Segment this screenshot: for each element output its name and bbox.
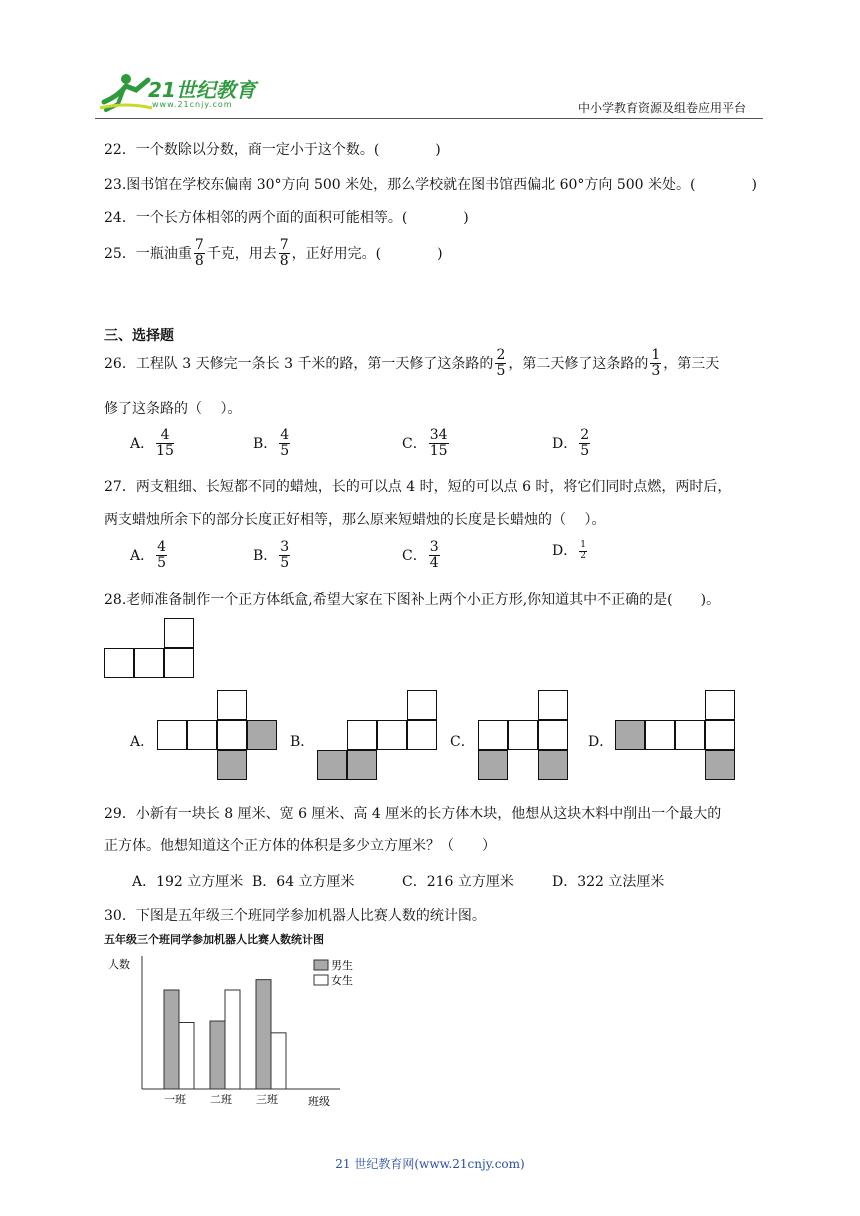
net-square — [217, 720, 247, 750]
platform-name: 中小学教育资源及组卷应用平台 — [578, 101, 747, 115]
q27-option-c: C． $\frac{3}{4}$ — [402, 539, 439, 572]
x-tick-label: 三班 — [256, 1093, 278, 1106]
question-25-text-a: 25．一瓶油重 — [104, 245, 192, 262]
footer: 21 世纪教育网(www.21cnjy.com) — [335, 1157, 525, 1171]
question-30: 30．下图是五年级三个班同学参加机器人比赛人数的统计图。 — [104, 908, 486, 924]
net-square — [377, 720, 407, 750]
net-square — [134, 648, 164, 678]
question-25 — [104, 238, 443, 270]
net-square — [187, 720, 217, 750]
bar-chart — [100, 948, 380, 1113]
q28-option-a-label: A． — [130, 734, 155, 750]
added-square — [217, 750, 247, 780]
net-square — [508, 720, 538, 750]
q27-option-b: B． $\frac{3}{5}$ — [253, 539, 290, 572]
legend-swatch-女生 — [314, 975, 328, 985]
fraction: $\frac{2}{5}$ — [496, 347, 506, 380]
q29-option-b: B．64 立方厘米 — [252, 874, 355, 890]
net-square — [157, 720, 187, 750]
bar-女生-二班 — [225, 990, 240, 1089]
net-square — [104, 648, 134, 678]
added-square — [538, 750, 568, 780]
q28-option-d-label: D． — [588, 734, 614, 750]
x-tick-label: 二班 — [210, 1093, 232, 1106]
bar-女生-一班 — [179, 1023, 194, 1090]
question-26-line2: 修了这条路的（ ）。 — [104, 401, 242, 417]
section-heading: 三、选择题 — [104, 328, 174, 344]
added-square — [615, 720, 645, 750]
q27-option-a: A． $\frac{4}{5}$ — [130, 539, 167, 572]
net-square — [217, 690, 247, 720]
net-square — [538, 690, 568, 720]
question-24: 24．一个长方体相邻的两个面的面积可能相等。( ) — [104, 210, 469, 226]
x-tick-label: 一班 — [164, 1093, 186, 1106]
question-29-line1: 29．小新有一块长 8 厘米、宽 6 厘米、高 4 厘米的长方体木块，他想从这块木料中削出一个最大的 — [104, 806, 722, 822]
logo-text: 21世纪教育 — [148, 78, 256, 102]
header-rule — [95, 118, 763, 119]
net-square — [645, 720, 675, 750]
legend-label: 女生 — [331, 974, 353, 987]
bar-女生-三班 — [271, 1033, 286, 1089]
question-26 — [104, 348, 719, 380]
net-square — [164, 618, 194, 648]
question-27-line2: 两支蜡烛所余下的部分长度正好相等，那么原来短蜡烛的长度是长蜡烛的（ ）。 — [104, 512, 606, 528]
fraction: $\frac{7}{8}$ — [194, 237, 204, 270]
q26-option-a: A． $\frac{4}{15}$ — [130, 427, 174, 460]
question-28: 28.老师准备制作一个正方体纸盒,希望大家在下图补上两个小正方形,你知道其中不正确的是( )。 — [104, 592, 721, 608]
added-square — [247, 720, 277, 750]
net-square — [675, 720, 705, 750]
added-square — [347, 750, 377, 780]
q29-option-d: D．322 立法厘米 — [552, 874, 665, 890]
logo-subtext: www.21cnjy.com — [152, 100, 233, 109]
question-26-text-c: ，第三天 — [663, 355, 720, 372]
q26-option-c: C． $\frac{34}{15}$ — [402, 427, 448, 460]
net-square — [347, 720, 377, 750]
net-square — [705, 690, 735, 720]
bar-男生-三班 — [256, 980, 271, 1089]
added-square — [705, 750, 735, 780]
question-26-text-a: 26．工程队 3 天修完一条长 3 千米的路，第一天修了这条路的 — [104, 355, 494, 372]
net-square — [478, 720, 508, 750]
fraction: $\frac{1}{3}$ — [651, 347, 661, 380]
legend-label: 男生 — [331, 959, 353, 972]
chart-title: 五年级三个班同学参加机器人比赛人数统计图 — [104, 933, 324, 946]
question-22: 22．一个数除以分数，商一定小于这个数。( ) — [104, 142, 441, 158]
q28-option-b-label: B． — [290, 734, 315, 750]
net-square — [407, 690, 437, 720]
question-29-line2: 正方体。他想知道这个正方体的体积是多少立方厘米？（ ） — [104, 838, 496, 854]
question-26-text-b: ，第二天修了这条路的 — [508, 355, 649, 372]
legend-swatch-男生 — [314, 960, 328, 970]
net-square — [164, 648, 194, 678]
question-25-text-c: ，正好用完。( ) — [291, 245, 443, 262]
q27-option-d: D． $\frac{1}{2}$ — [552, 539, 586, 561]
q29-option-a: A．192 立方厘米 — [132, 874, 244, 890]
added-square — [478, 750, 508, 780]
x-axis-label: 班级 — [308, 1095, 330, 1108]
q26-option-d: D． $\frac{2}{5}$ — [552, 427, 590, 460]
bar-男生-一班 — [164, 990, 179, 1089]
net-square — [538, 720, 568, 750]
y-axis-label: 人数 — [108, 958, 130, 971]
added-square — [317, 750, 347, 780]
question-23: 23.图书馆在学校东偏南 30°方向 500 米处，那么学校就在图书馆西偏北 60°方向 500 米处。( ) — [104, 177, 757, 193]
fraction: $\frac{7}{8}$ — [279, 237, 289, 270]
net-square — [705, 720, 735, 750]
runner-logo-icon — [96, 72, 156, 112]
q28-option-c-label: C． — [450, 734, 475, 750]
logo — [96, 72, 266, 112]
q26-option-b: B． $\frac{4}{5}$ — [253, 427, 290, 460]
question-25-text-b: 千克，用去 — [206, 245, 277, 262]
net-square — [407, 720, 437, 750]
bar-男生-二班 — [210, 1021, 225, 1089]
question-27-line1: 27．两支粗细、长短都不同的蜡烛，长的可以点 4 时，短的可以点 6 时，将它们同时点燃，两时后， — [104, 479, 732, 495]
q29-option-c: C．216 立方厘米 — [402, 874, 514, 890]
